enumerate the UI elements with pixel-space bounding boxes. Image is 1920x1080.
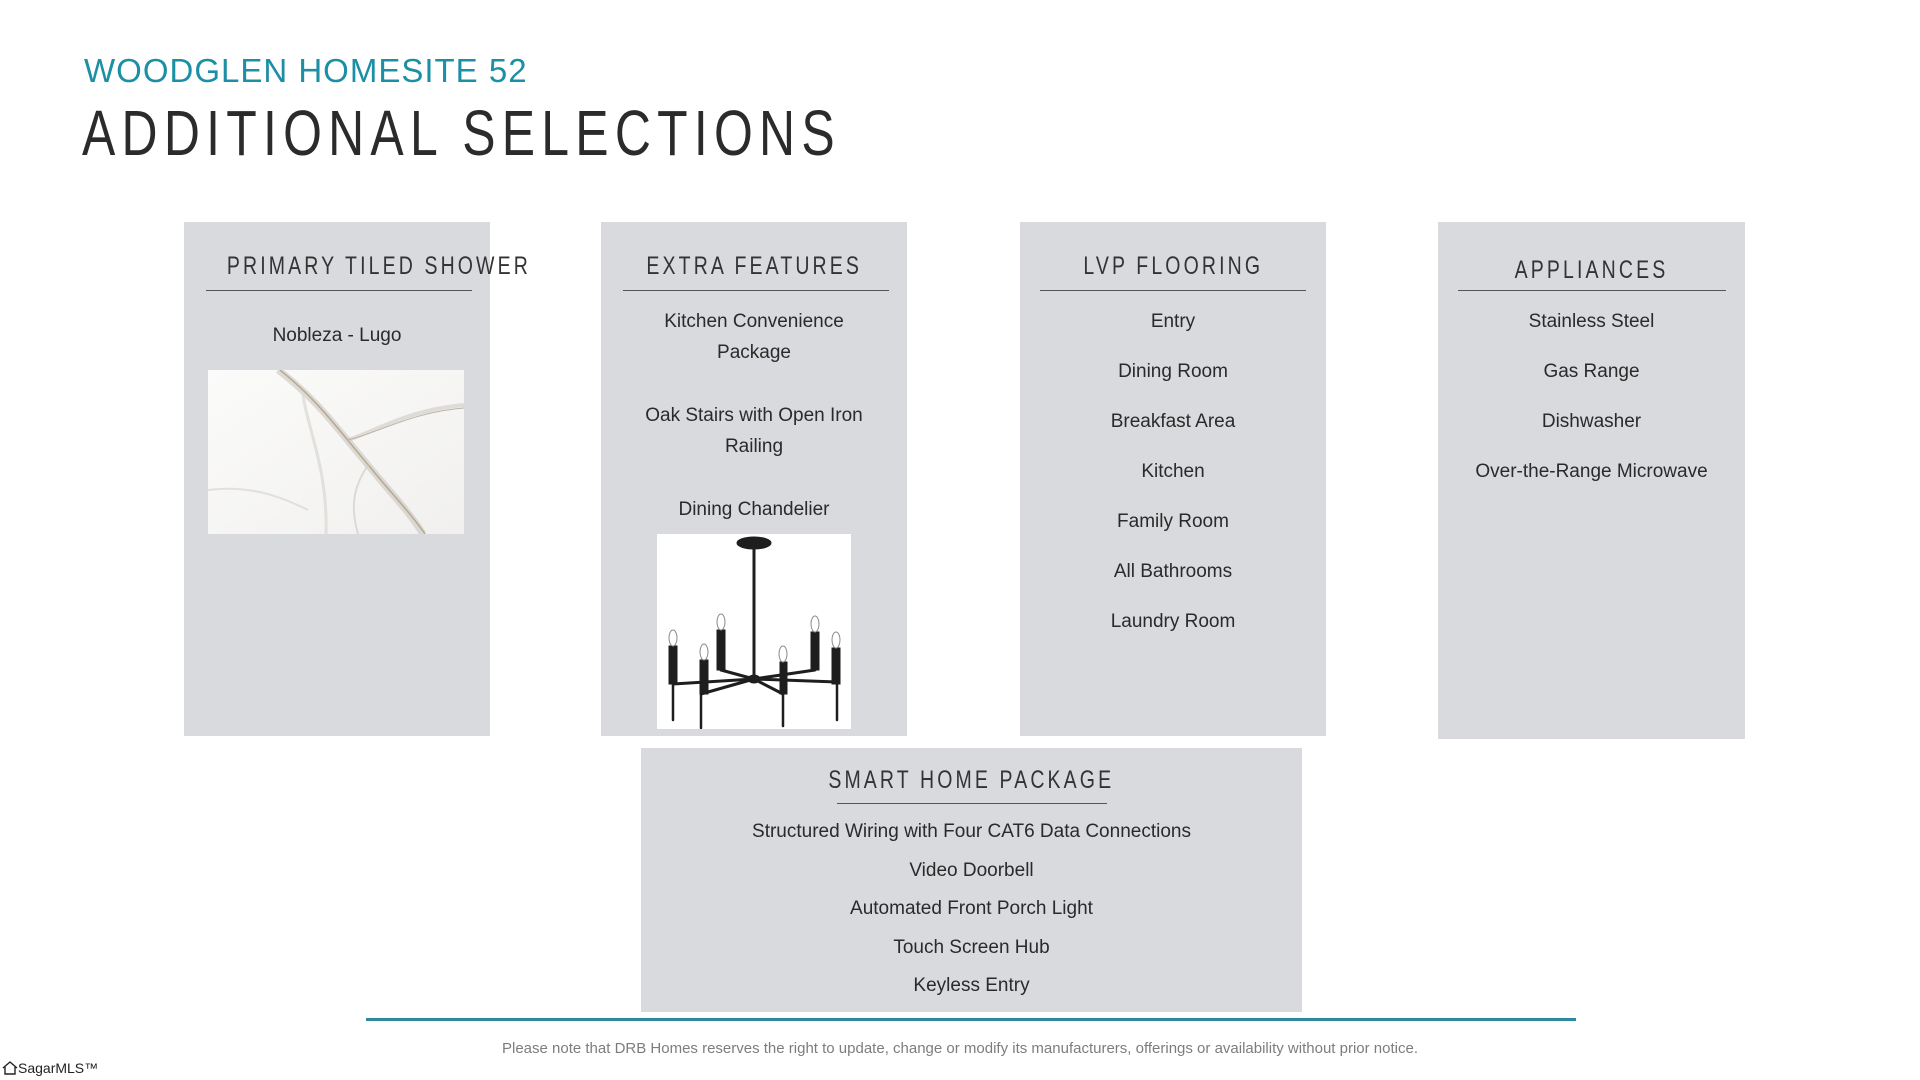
list-item: Oak Stairs with Open Iron bbox=[645, 405, 863, 426]
house-logo-icon bbox=[2, 1061, 18, 1075]
card-heading: PRIMARY TILED SHOWER bbox=[226, 252, 531, 280]
card-heading: EXTRA FEATURES bbox=[646, 252, 862, 280]
heading-underline bbox=[1458, 290, 1726, 291]
list-item: Keyless Entry bbox=[913, 975, 1030, 996]
footer-divider bbox=[366, 1018, 1576, 1021]
page-title: ADDITIONAL SELECTIONS bbox=[82, 97, 841, 169]
chandelier-image bbox=[657, 534, 851, 729]
list-item: Gas Range bbox=[1543, 361, 1640, 382]
list-item: Dining Chandelier bbox=[678, 499, 830, 520]
community-subtitle: WOODGLEN HOMESITE 52 bbox=[84, 52, 528, 89]
card-heading: APPLIANCES bbox=[1514, 256, 1669, 284]
list-item: Video Doorbell bbox=[909, 860, 1034, 881]
marble-tile-image bbox=[208, 370, 464, 534]
list-item: Dishwasher bbox=[1541, 411, 1642, 432]
list-item: All Bathrooms bbox=[1113, 561, 1233, 582]
list-item: Dining Room bbox=[1118, 361, 1228, 382]
mls-watermark: SagarMLS™ bbox=[2, 1060, 98, 1076]
list-item: Entry bbox=[1150, 311, 1196, 332]
card-heading: SMART HOME PACKAGE bbox=[828, 766, 1115, 794]
list-item: Kitchen Convenience bbox=[664, 311, 844, 332]
card-extra-features bbox=[601, 222, 907, 736]
list-item: Structured Wiring with Four CAT6 Data Connections bbox=[752, 821, 1191, 842]
card-smart-home-package bbox=[641, 748, 1302, 1012]
list-item: Nobleza - Lugo bbox=[272, 325, 402, 346]
heading-underline bbox=[837, 803, 1107, 804]
list-item: Laundry Room bbox=[1110, 611, 1236, 632]
list-item: Kitchen bbox=[1141, 461, 1205, 482]
disclaimer-text: Please note that DRB Homes reserves the right to update, change or modify its manufacturers, offerings or availability without prior notice. bbox=[501, 1040, 1418, 1057]
card-heading: LVP FLOORING bbox=[1083, 252, 1263, 280]
list-item: Railing bbox=[724, 436, 784, 457]
list-item: Package bbox=[717, 342, 791, 363]
list-item: Automated Front Porch Light bbox=[850, 898, 1093, 919]
card-primary-tiled-shower bbox=[184, 222, 531, 736]
list-item: Touch Screen Hub bbox=[893, 937, 1050, 958]
heading-underline bbox=[623, 290, 889, 291]
list-item: Breakfast Area bbox=[1110, 411, 1236, 432]
card-appliances bbox=[1438, 222, 1745, 739]
list-item: Over-the-Range Microwave bbox=[1475, 461, 1708, 482]
card-lvp-flooring bbox=[1020, 222, 1326, 736]
heading-underline bbox=[206, 290, 472, 291]
heading-underline bbox=[1040, 290, 1306, 291]
list-item: Stainless Steel bbox=[1528, 311, 1655, 332]
list-item: Family Room bbox=[1117, 511, 1229, 532]
